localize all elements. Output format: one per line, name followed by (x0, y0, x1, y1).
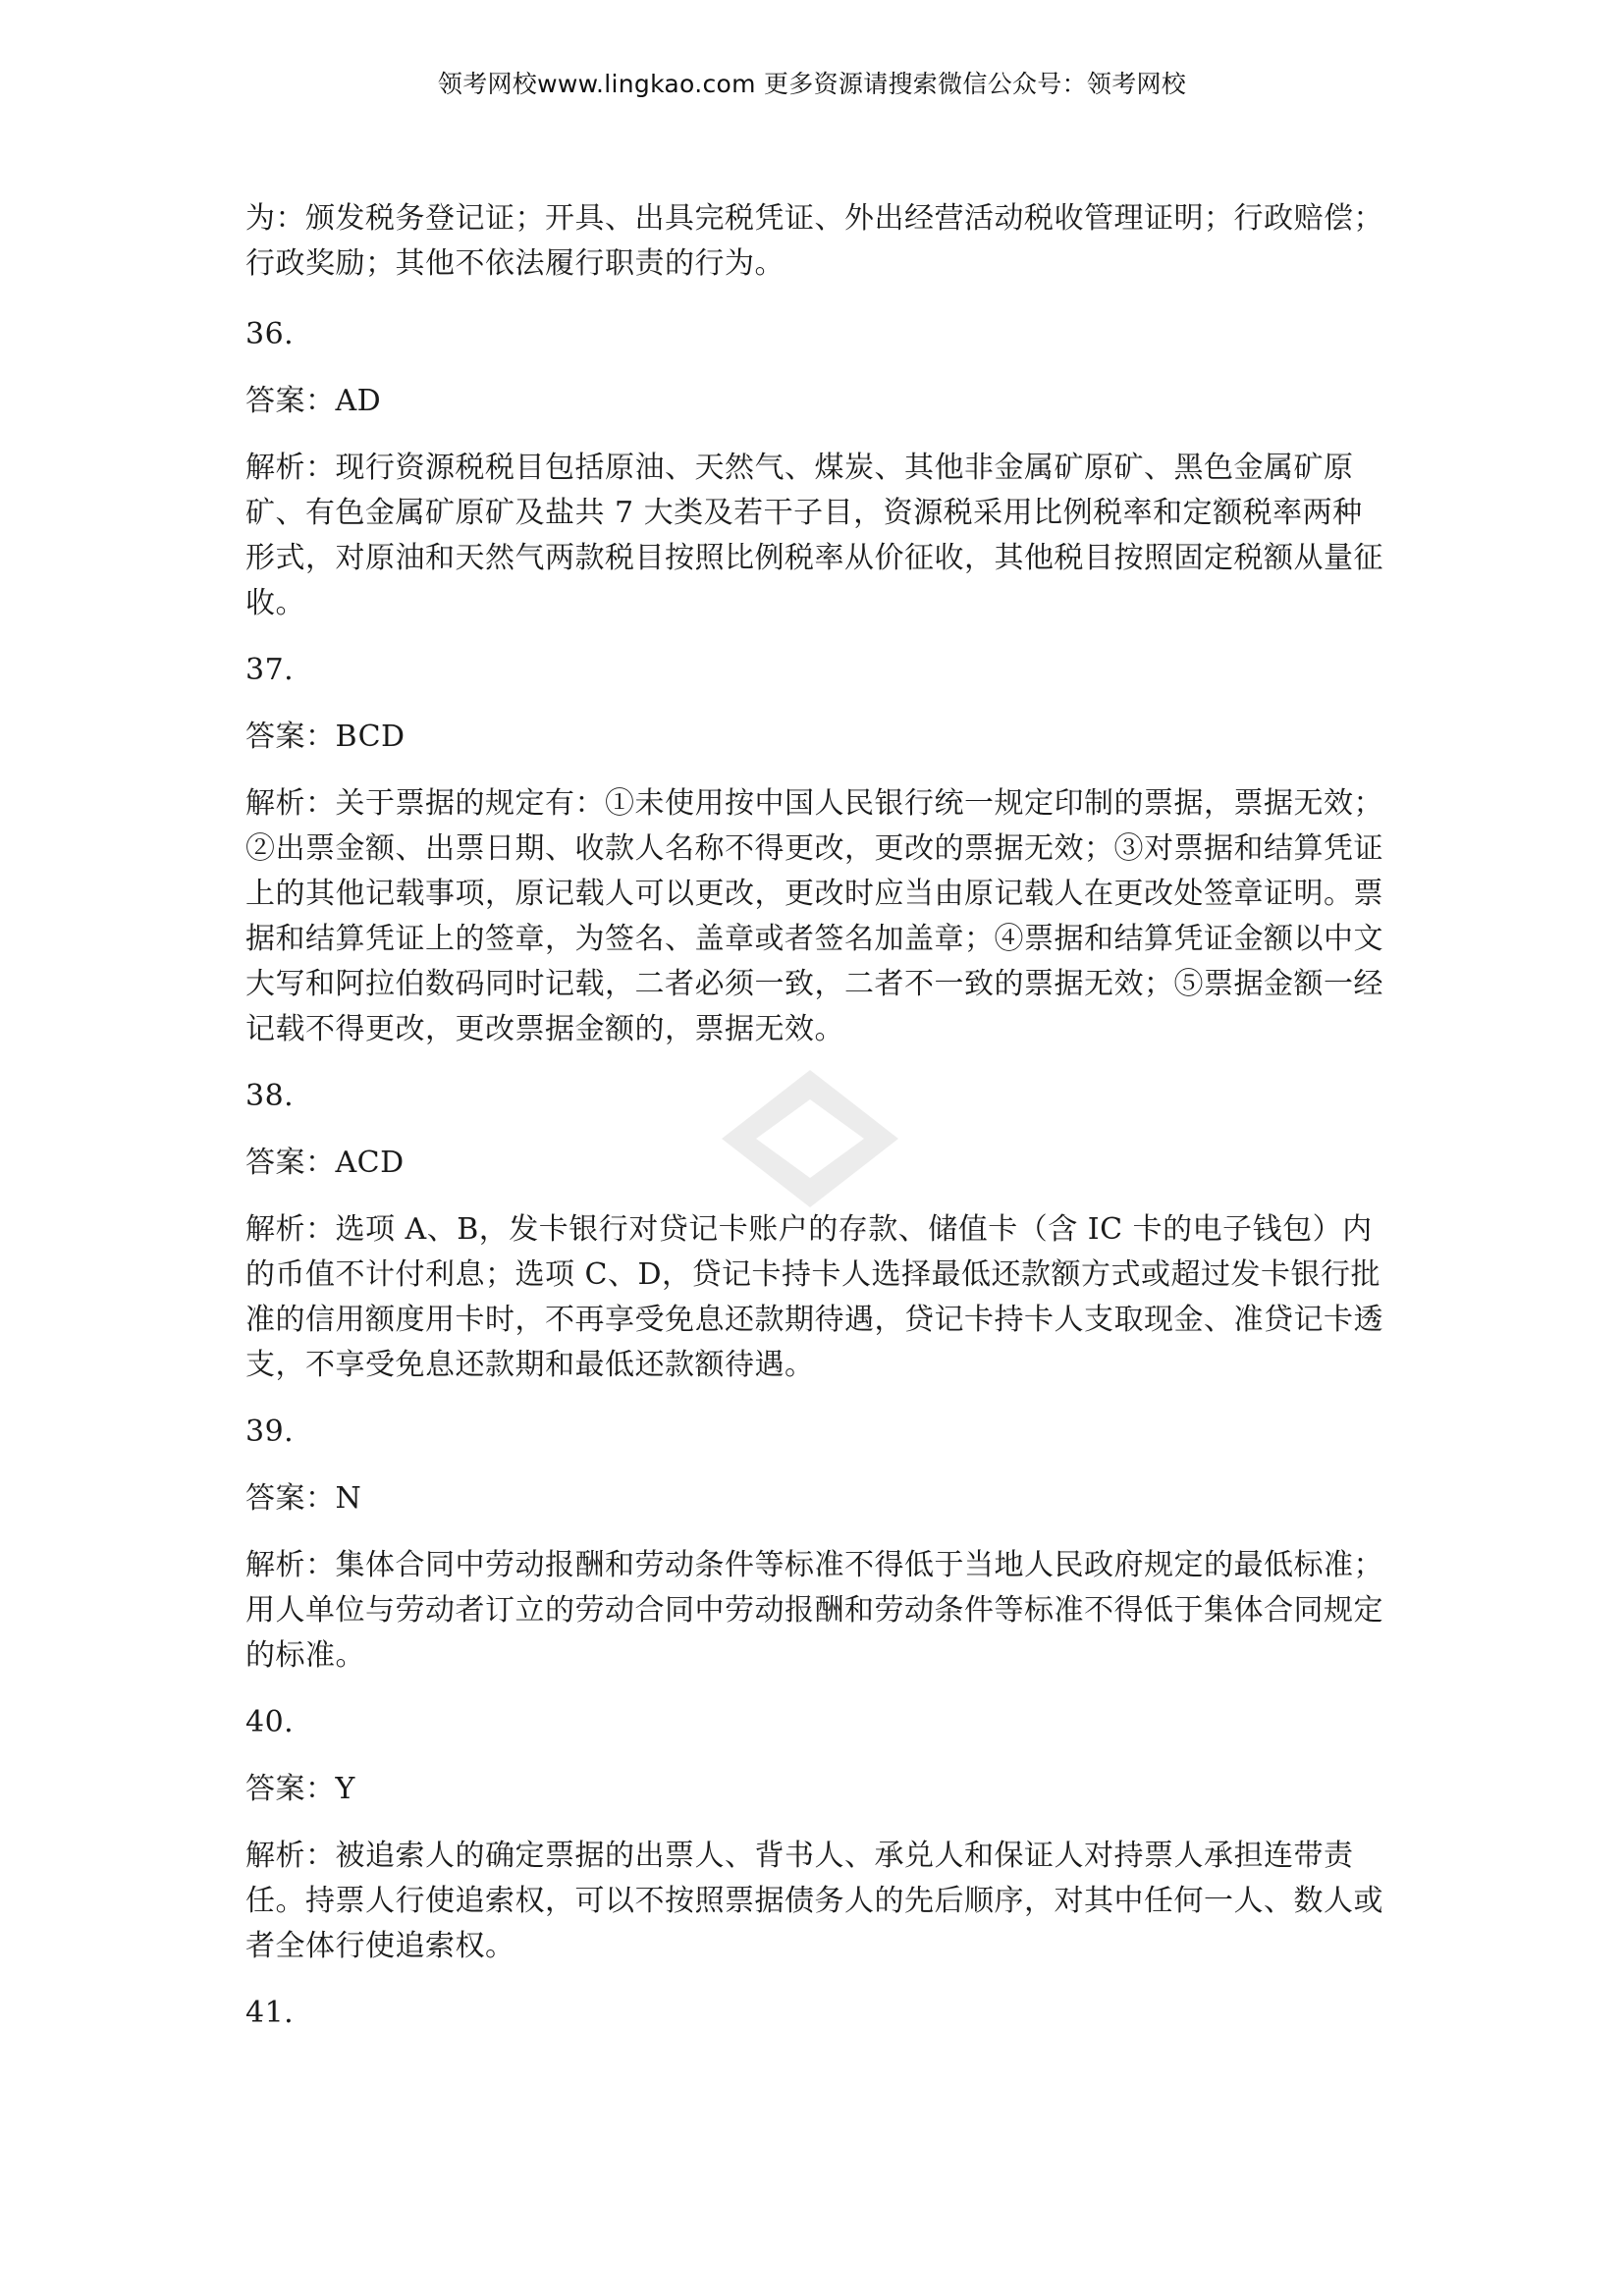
question-number: 39. (245, 1415, 295, 1449)
question-number: 37. (245, 653, 295, 687)
question-number-41: 41. (245, 1996, 295, 2030)
question-number: 36. (245, 317, 295, 351)
explanation-paragraph: 解析：现行资源税税目包括原油、天然气、煤炭、其他非金属矿原矿、黑色金属矿原矿、有色金属矿原矿及盐共 7 大类及若干子目，资源税采用比例税率和定额税率两种形式，对原油和天然气两款税目按照比例税率从价征收，其他税目按照固定税额从量征收。 (245, 451, 1383, 620)
answer-line: 答案：Y (245, 1772, 355, 1806)
explanation-paragraph: 解析：被追索人的确定票据的出票人、背书人、承兑人和保证人对持票人承担连带责任。持票人行使追索权，可以不按照票据债务人的先后顺序，对其中任何一人、数人或者全体行使追索权。 (245, 1839, 1383, 1963)
explanation-paragraph: 解析：选项 A、B，发卡银行对贷记卡账户的存款、储值卡（含 IC 卡的电子钱包）内的币值不计付利息；选项 C、D，贷记卡持卡人选择最低还款额方式或超过发卡银行批准的信用额度用卡时，不再享受免息还款期待遇，贷记卡持卡人支取现金、准贷记卡透支，不享受免息还款期和最低还款额待遇。 (245, 1212, 1383, 1382)
explanation-paragraph: 解析：集体合同中劳动报酬和劳动条件等标准不得低于当地人民政府规定的最低标准；用人单位与劳动者订立的劳动合同中劳动报酬和劳动条件等标准不得低于集体合同规定的标准。 (245, 1548, 1383, 1673)
answer-item-36 (245, 312, 1384, 626)
answer-item-39 (245, 1410, 1384, 1679)
intro-paragraph: 为：颁发税务登记证；开具、出具完税凭证、外出经营活动税收管理证明；行政赔偿；行政奖励；其他不依法履行职责的行为。 (245, 201, 1383, 281)
question-number: 40. (245, 1705, 295, 1739)
answer-line: 答案：AD (245, 384, 382, 418)
answer-item-38 (245, 1074, 1384, 1388)
answer-item-37 (245, 648, 1384, 1052)
document-body (245, 196, 1384, 2057)
answer-line: 答案：N (245, 1481, 362, 1516)
explanation-paragraph: 解析：关于票据的规定有：①未使用按中国人民银行统一规定印制的票据，票据无效；②出票金额、出票日期、收款人名称不得更改，更改的票据无效；③对票据和结算凭证上的其他记载事项，原记载人可以更改，更改时应当由原记载人在更改处签章证明。票据和结算凭证上的签章，为签名、盖章或者签名加盖章；④票据和结算凭证金额以中文大写和阿拉伯数码同时记载，二者必须一致，二者不一致的票据无效；⑤票据金额一经记载不得更改，更改票据金额的，票据无效。 (245, 786, 1383, 1046)
question-number: 38. (245, 1079, 295, 1113)
answer-item-40 (245, 1700, 1384, 1969)
page-header: 领考网校www.lingkao.com 更多资源请搜索微信公众号：领考网校 (437, 70, 1187, 98)
answer-line: 答案：BCD (245, 720, 406, 754)
answer-line: 答案：ACD (245, 1146, 405, 1180)
